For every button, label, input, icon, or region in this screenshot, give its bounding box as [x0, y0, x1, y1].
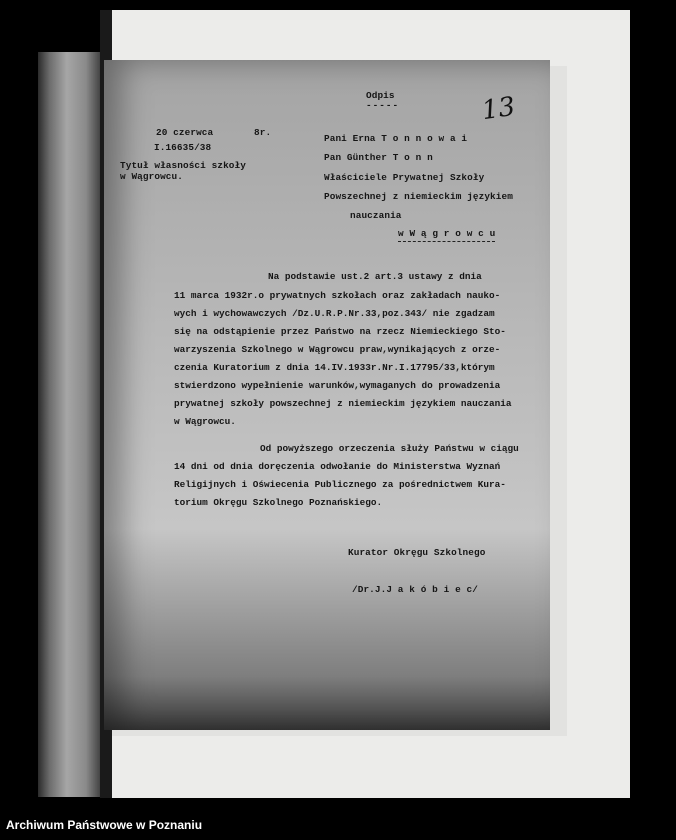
subject-line-1: Tytuł własności szkoły — [120, 160, 246, 171]
body-line: wych i wychowawczych /Dz.U.R.P.Nr.33,poz.343/ nie zgadzam — [174, 308, 495, 319]
archive-caption: Archiwum Państwowe w Poznaniu — [6, 818, 203, 832]
addressee-line-4: Powszechnej z niemieckim językiem — [324, 191, 513, 202]
binding-edge — [38, 52, 102, 797]
addressee-line-5: nauczania — [350, 210, 402, 221]
addressee-line-1: Pani Erna T o n n o w a i — [324, 133, 468, 144]
appeal-line: torium Okręgu Szkolnego Poznańskiego. — [174, 497, 383, 508]
appeal-line: 14 dni od dnia doręczenia odwołanie do Ministerstwa Wyznań — [174, 461, 501, 472]
heading-underline: ----- — [366, 100, 400, 111]
body-line: 11 marca 1932r.o prywatnych szkołach oraz zakładach nauko- — [174, 290, 501, 301]
addressee-line-3: Właściciele Prywatnej Szkoły — [324, 172, 485, 183]
body-line: Na podstawie ust.2 art.3 ustawy z dnia — [268, 271, 482, 282]
reference-suffix: 8r. — [254, 127, 272, 138]
body-line: prywatnej szkoły powszechnej z niemieckim językiem nauczania — [174, 398, 512, 409]
body-line: w Wągrowcu. — [174, 416, 236, 427]
addressee-line-6: w W ą g r o w c u — [398, 228, 495, 242]
appeal-line: Od powyższego orzeczenia służy Państwu w ciągu — [260, 443, 519, 454]
body-line: stwierdzono wypełnienie warunków,wymaganych do prowadzenia — [174, 380, 501, 391]
signature-title: Kurator Okręgu Szkolnego — [348, 547, 486, 558]
appeal-line: Religijnych i Oświecenia Publicznego za pośrednictwem Kura- — [174, 479, 506, 490]
body-line: się na odstąpienie przez Państwo na rzecz Niemieckiego Sto- — [174, 326, 506, 337]
document-heading: Odpis — [366, 90, 395, 101]
subject-line-2: w Wągrowcu. — [120, 171, 183, 182]
body-line: czenia Kuratorium z dnia 14.IV.1933r.Nr.I.17795/33,którym — [174, 362, 495, 373]
addressee-line-2: Pan Günther T o n n — [324, 152, 433, 163]
handwritten-page-number: 13 — [480, 91, 518, 127]
reference-number: I.16635/38 — [154, 142, 212, 153]
body-line: warzyszenia Szkolnego w Wągrowcu praw,wynikających z orze- — [174, 344, 501, 355]
signature-name: /Dr.J.J a k ó b i e c/ — [352, 584, 478, 595]
document-date: 20 czerwca — [156, 127, 214, 138]
